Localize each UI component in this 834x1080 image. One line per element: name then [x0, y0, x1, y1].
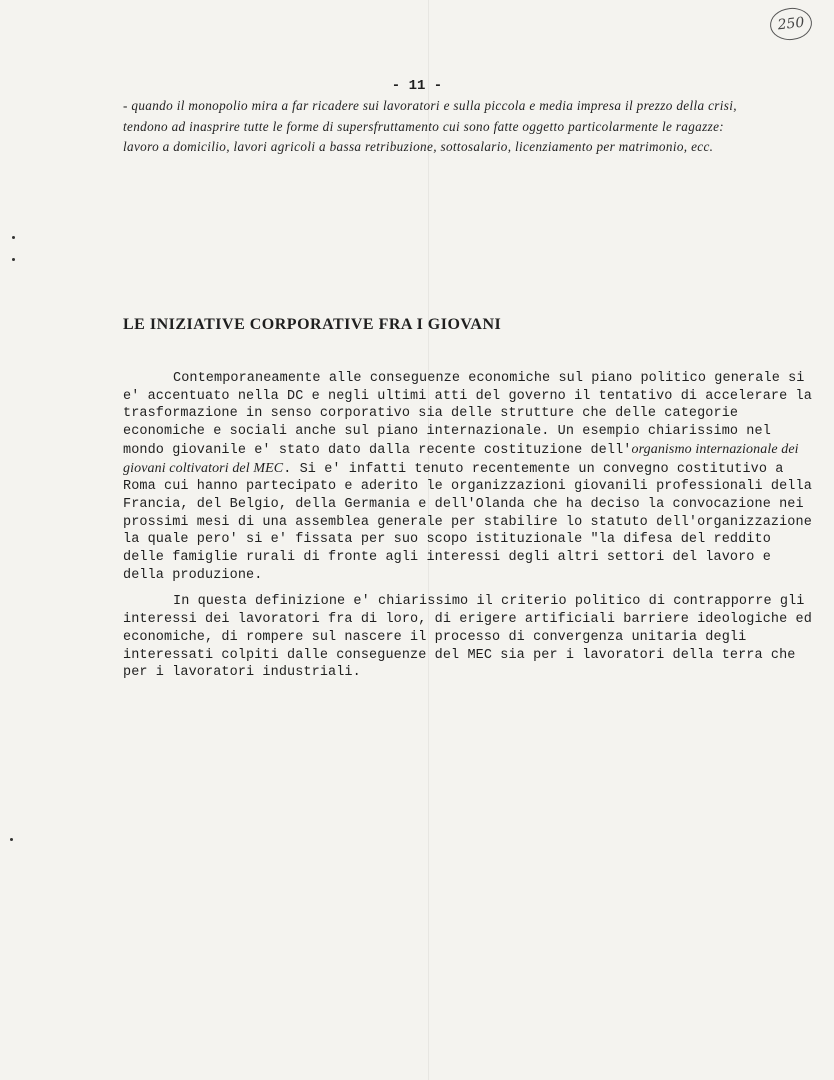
- section-body: [123, 370, 813, 682]
- margin-mark: [12, 258, 15, 261]
- margin-mark: [10, 838, 13, 841]
- intro-paragraph: - quando il monopolio mira a far ricadere sui lavoratori e sulla piccola e media impresa il prezzo della crisi, tendono ad inasprire tutte le forme di supersfruttamento cui sono fatte oggetto particolarmente le ragazze: lavoro a domicilio, lavori agricoli a bassa retribuzione, sottosalario, licenziamento per matrimonio, ecc.: [123, 98, 737, 154]
- page-number: - 11 -: [391, 78, 443, 94]
- paragraph-text: Contemporaneamente alle conseguenze economiche sul piano politico generale si e' accentuato nella DC e negli ultimi atti del governo il tentativo di accelerare la trasformazione in senso corporativo sia delle strutture che delle categorie economiche e sociali anche sul piano internazionale. Un esempio chiarissimo nel mondo giovanile e' stato dato dalla recente costituzione dell': [123, 371, 812, 458]
- archive-stamp: 250: [768, 6, 813, 42]
- body-paragraph: In questa definizione e' chiarissimo il criterio politico di contrapporre gli interessi dei lavoratori fra di loro, di erigere artificiali barriere ideologiche ed economiche, di rompere sul nascere il processo di convergenza unitaria degli interessati colpiti dalle conseguenze del MEC sia per i lavoratori della terra che per i lavoratori industriali.: [123, 594, 812, 681]
- emphasized-organization-name: organismo internazionale dei giovani coltivatori del MEC: [123, 441, 799, 476]
- section-heading: LE INIZIATIVE CORPORATIVE FRA I GIOVANI: [123, 316, 502, 333]
- margin-mark: [12, 236, 15, 239]
- body-paragraph: [123, 370, 813, 584]
- paragraph-text: . Si e' infatti tenuto recentemente un convegno costitutivo a Roma cui hanno partecipato e aderito le organizzazioni giovanili professionali della Francia, del Belgio, della Germania e dell'Olanda che ha deciso la convocazione nei prossimi mesi di una assemblea generale per stabilire lo statuto dell'organizzazione la quale pero' si e' fissata per suo scopo istituzionale "la difesa del reddito delle famiglie rurali di fronte agli interessi degli altri settori del lavoro e della produzione.: [123, 461, 812, 583]
